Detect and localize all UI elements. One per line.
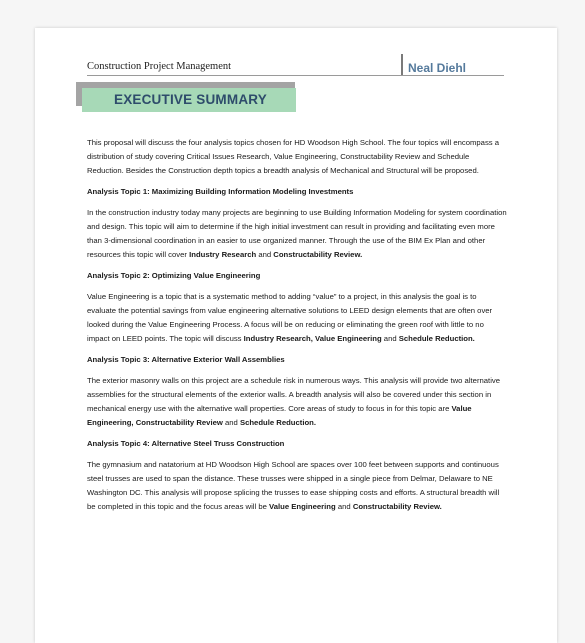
topic-4-bold-2: Constructability Review. <box>352 501 442 511</box>
topic-4-heading: Analysis Topic 4: Alternative Steel Truss Construction <box>87 438 285 448</box>
topic-3-heading: Analysis Topic 3: Alternative Exterior Wall Assemblies <box>87 354 285 364</box>
header-rule <box>87 75 504 76</box>
topic-3-text: The exterior masonry walls on this project are a schedule risk in numerous ways. This analysis will provide two alternative assemblies for the structural elements of the exterior walls. A breadth analysis will also be covered under this section in mechanical energy use with the alternative wall properties. Core areas of study to focus in for this topic are <box>87 376 501 413</box>
topic-3-mid: and <box>222 417 240 427</box>
topic-4-text: The gymnasium and natatorium at HD Woodson High School are spaces over 100 feet between supports and continuous steel trusses are used to span the distance. These trusses were shipped in a single piece from Delmar, Delaware to NE Washington DC. This analysis will propose splicing the trusses to ease shipping costs and efforts. A structural breadth will be completed in this topic and the focus areas will be <box>87 460 500 511</box>
topic-1-bold-1: Industry Research <box>189 249 257 259</box>
header-author: Neal Diehl <box>408 61 467 75</box>
topic-3-bold-1: Value Engineering, Constructability Review <box>87 403 472 427</box>
topic-4-paragraph <box>87 458 507 513</box>
document-body <box>87 136 507 521</box>
topic-1-heading: Analysis Topic 1: Maximizing Building Information Modeling Investments <box>87 186 354 196</box>
topic-2-heading: Analysis Topic 2: Optimizing Value Engineering <box>87 270 261 280</box>
topic-2-mid: and <box>381 333 399 343</box>
topic-3-bold-2: Schedule Reduction. <box>239 417 316 427</box>
topic-1-text: In the construction industry today many projects are beginning to use Building Information Modeling for system coordination and design. This topic will aim to determine if the high initial investment can result in providing and facilitating even more than 3-dimensional coordination in an easier to use organized manner. Through the use of the BIM Ex Plan and other resources this topic will cover <box>87 208 507 259</box>
header-title: Construction Project Management <box>87 61 232 72</box>
summary-title: EXECUTIVE SUMMARY <box>82 88 296 112</box>
topic-1-bold-2: Constructability Review. <box>273 249 363 259</box>
topic-1-paragraph <box>87 206 507 261</box>
intro-paragraph: This proposal will discuss the four analysis topics chosen for HD Woodson High School. The four topics will encompass a distribution of study covering Critical Issues Research, Value Engineering, Constructability Review and Schedule Reduction. Besides the Construction depth topics a breadth analysis of Mechanical and Structural will be proposed. <box>87 138 500 175</box>
topic-3-paragraph <box>87 374 507 429</box>
topic-4-bold-1: Value Engineering <box>269 501 336 511</box>
header-divider <box>401 54 403 76</box>
topic-4-mid: and <box>335 501 353 511</box>
topic-2-paragraph <box>87 290 507 345</box>
topic-2-text: Value Engineering is a topic that is a systematic method to adding “value” to a project, in this analysis the goal is to evaluate the potential savings from value engineering alternative solutions to LEED design elements that are often over looked during the Value Engineering Process. A focus will be on reducing or eliminating the green roof with little to no impact on LEED points. The topic will discuss <box>87 292 493 343</box>
document-page <box>35 28 557 643</box>
topic-1-mid: and <box>256 249 274 259</box>
topic-2-bold-1: Industry Research, Value Engineering <box>243 333 382 343</box>
topic-2-bold-2: Schedule Reduction. <box>398 333 475 343</box>
